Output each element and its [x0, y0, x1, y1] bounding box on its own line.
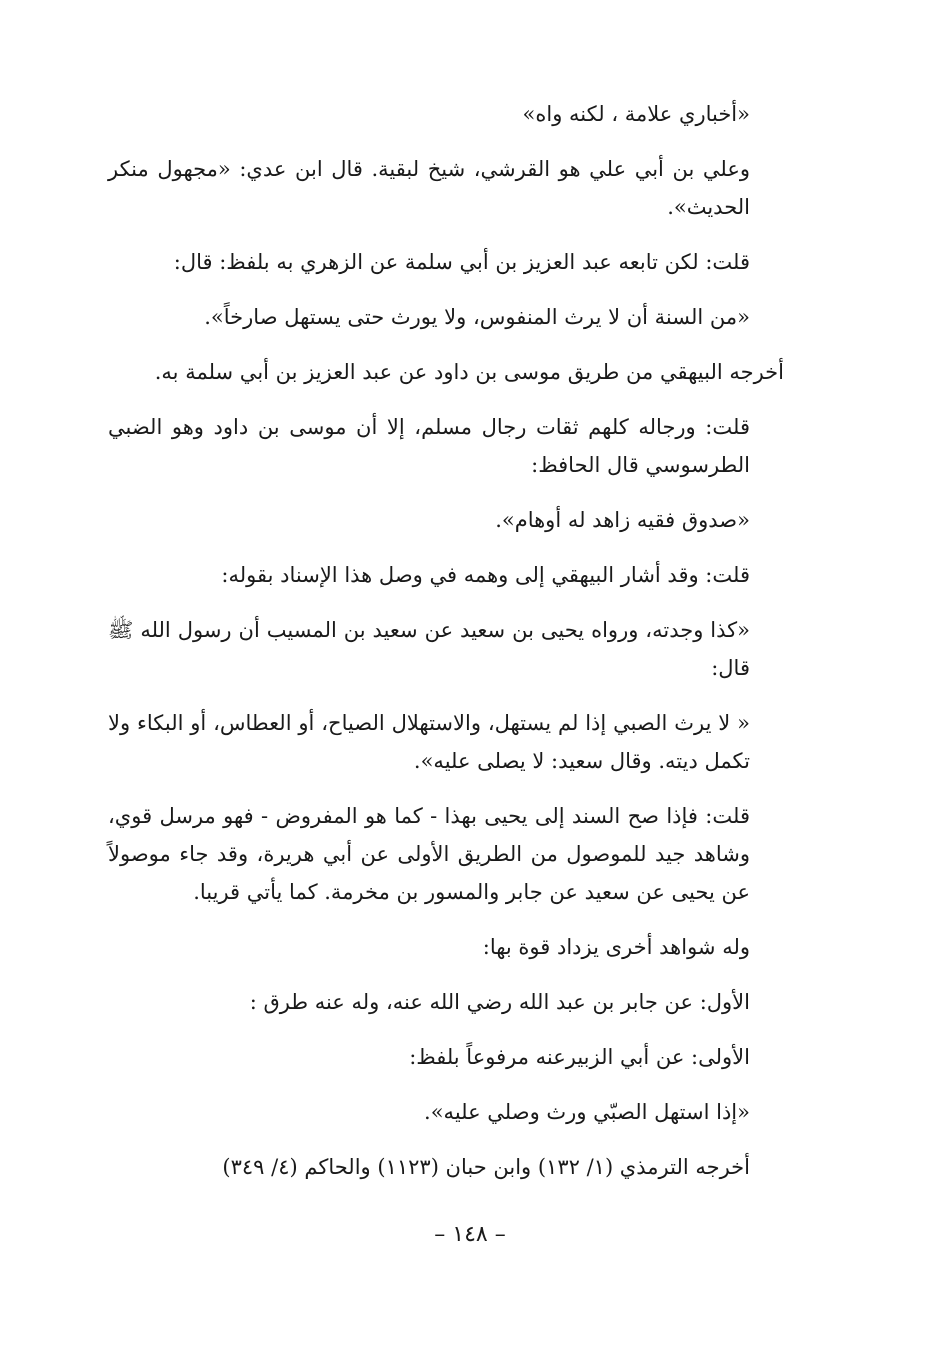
page-body	[108, 95, 784, 1203]
paragraph: أخرجه البيهقي من طريق موسى بن داود عن عبد العزيز بن أبي سلمة به.	[154, 360, 784, 384]
paragraph: «أخباري علامة ، لكنه واه»	[522, 102, 750, 126]
paragraph: وله شواهد أخرى يزداد قوة بها:	[482, 935, 750, 959]
paragraph: قلت: لكن تابعه عبد العزيز بن أبي سلمة عن الزهري به بلفظ: قال:	[173, 250, 750, 274]
paragraph: قلت: فإذا صح السند إلى يحيى بهذا - كما هو المفروض - فهو مرسل قوي، وشاهد جيد للموصول من الطريق الأولى عن أبي هريرة، وقد جاء موصولاً عن يحيى عن سعيد عن جابر والمسور بن مخرمة. كما يأتي قريبا.	[108, 804, 750, 904]
quotation: « لا يرث الصبي إذا لم يستهل، والاستهلال الصياح، أو العطاس، أو البكاء ولا تكمل ديته. وقال سعيد: لا يصلى عليه».	[108, 711, 750, 773]
paragraph: قلت: ورجاله كلهم ثقات رجال مسلم، إلا أن موسى بن داود وهو الضبي الطرسوسي قال الحافظ:	[108, 415, 750, 477]
paragraph: الأولى: عن أبي الزبيرعنه مرفوعاً بلفظ:	[409, 1045, 750, 1069]
quotation: «من السنة أن لا يرث المنفوس، ولا يورث حتى يستهل صارخاً».	[204, 305, 750, 329]
quotation: «صدوق فقيه زاهد له أوهام».	[495, 508, 750, 532]
paragraph: وعلي بن أبي علي هو القرشي، شيخ لبقية. قال ابن عدي: «مجهول منكر الحديث».	[108, 157, 750, 219]
quotation: «كذا وجدته، ورواه يحيى بن سعيد عن سعيد بن المسيب أن رسول الله ﷺ قال:	[108, 618, 750, 680]
paragraph: قلت: وقد أشار البيهقي إلى وهمه في وصل هذا الإسناد بقوله:	[221, 563, 750, 587]
page-number: – ١٤٨ –	[434, 1222, 506, 1247]
paragraph: الأول: عن جابر بن عبد الله رضي الله عنه، وله عنه طرق :	[249, 990, 750, 1014]
quotation: «إذا استهل الصبّي ورث وصلي عليه».	[424, 1100, 750, 1124]
paragraph: أخرجه الترمذي (١/ ١٣٢) وابن حبان (١١٢٣) والحاكم (٤/ ٣٤٩)	[222, 1155, 750, 1179]
